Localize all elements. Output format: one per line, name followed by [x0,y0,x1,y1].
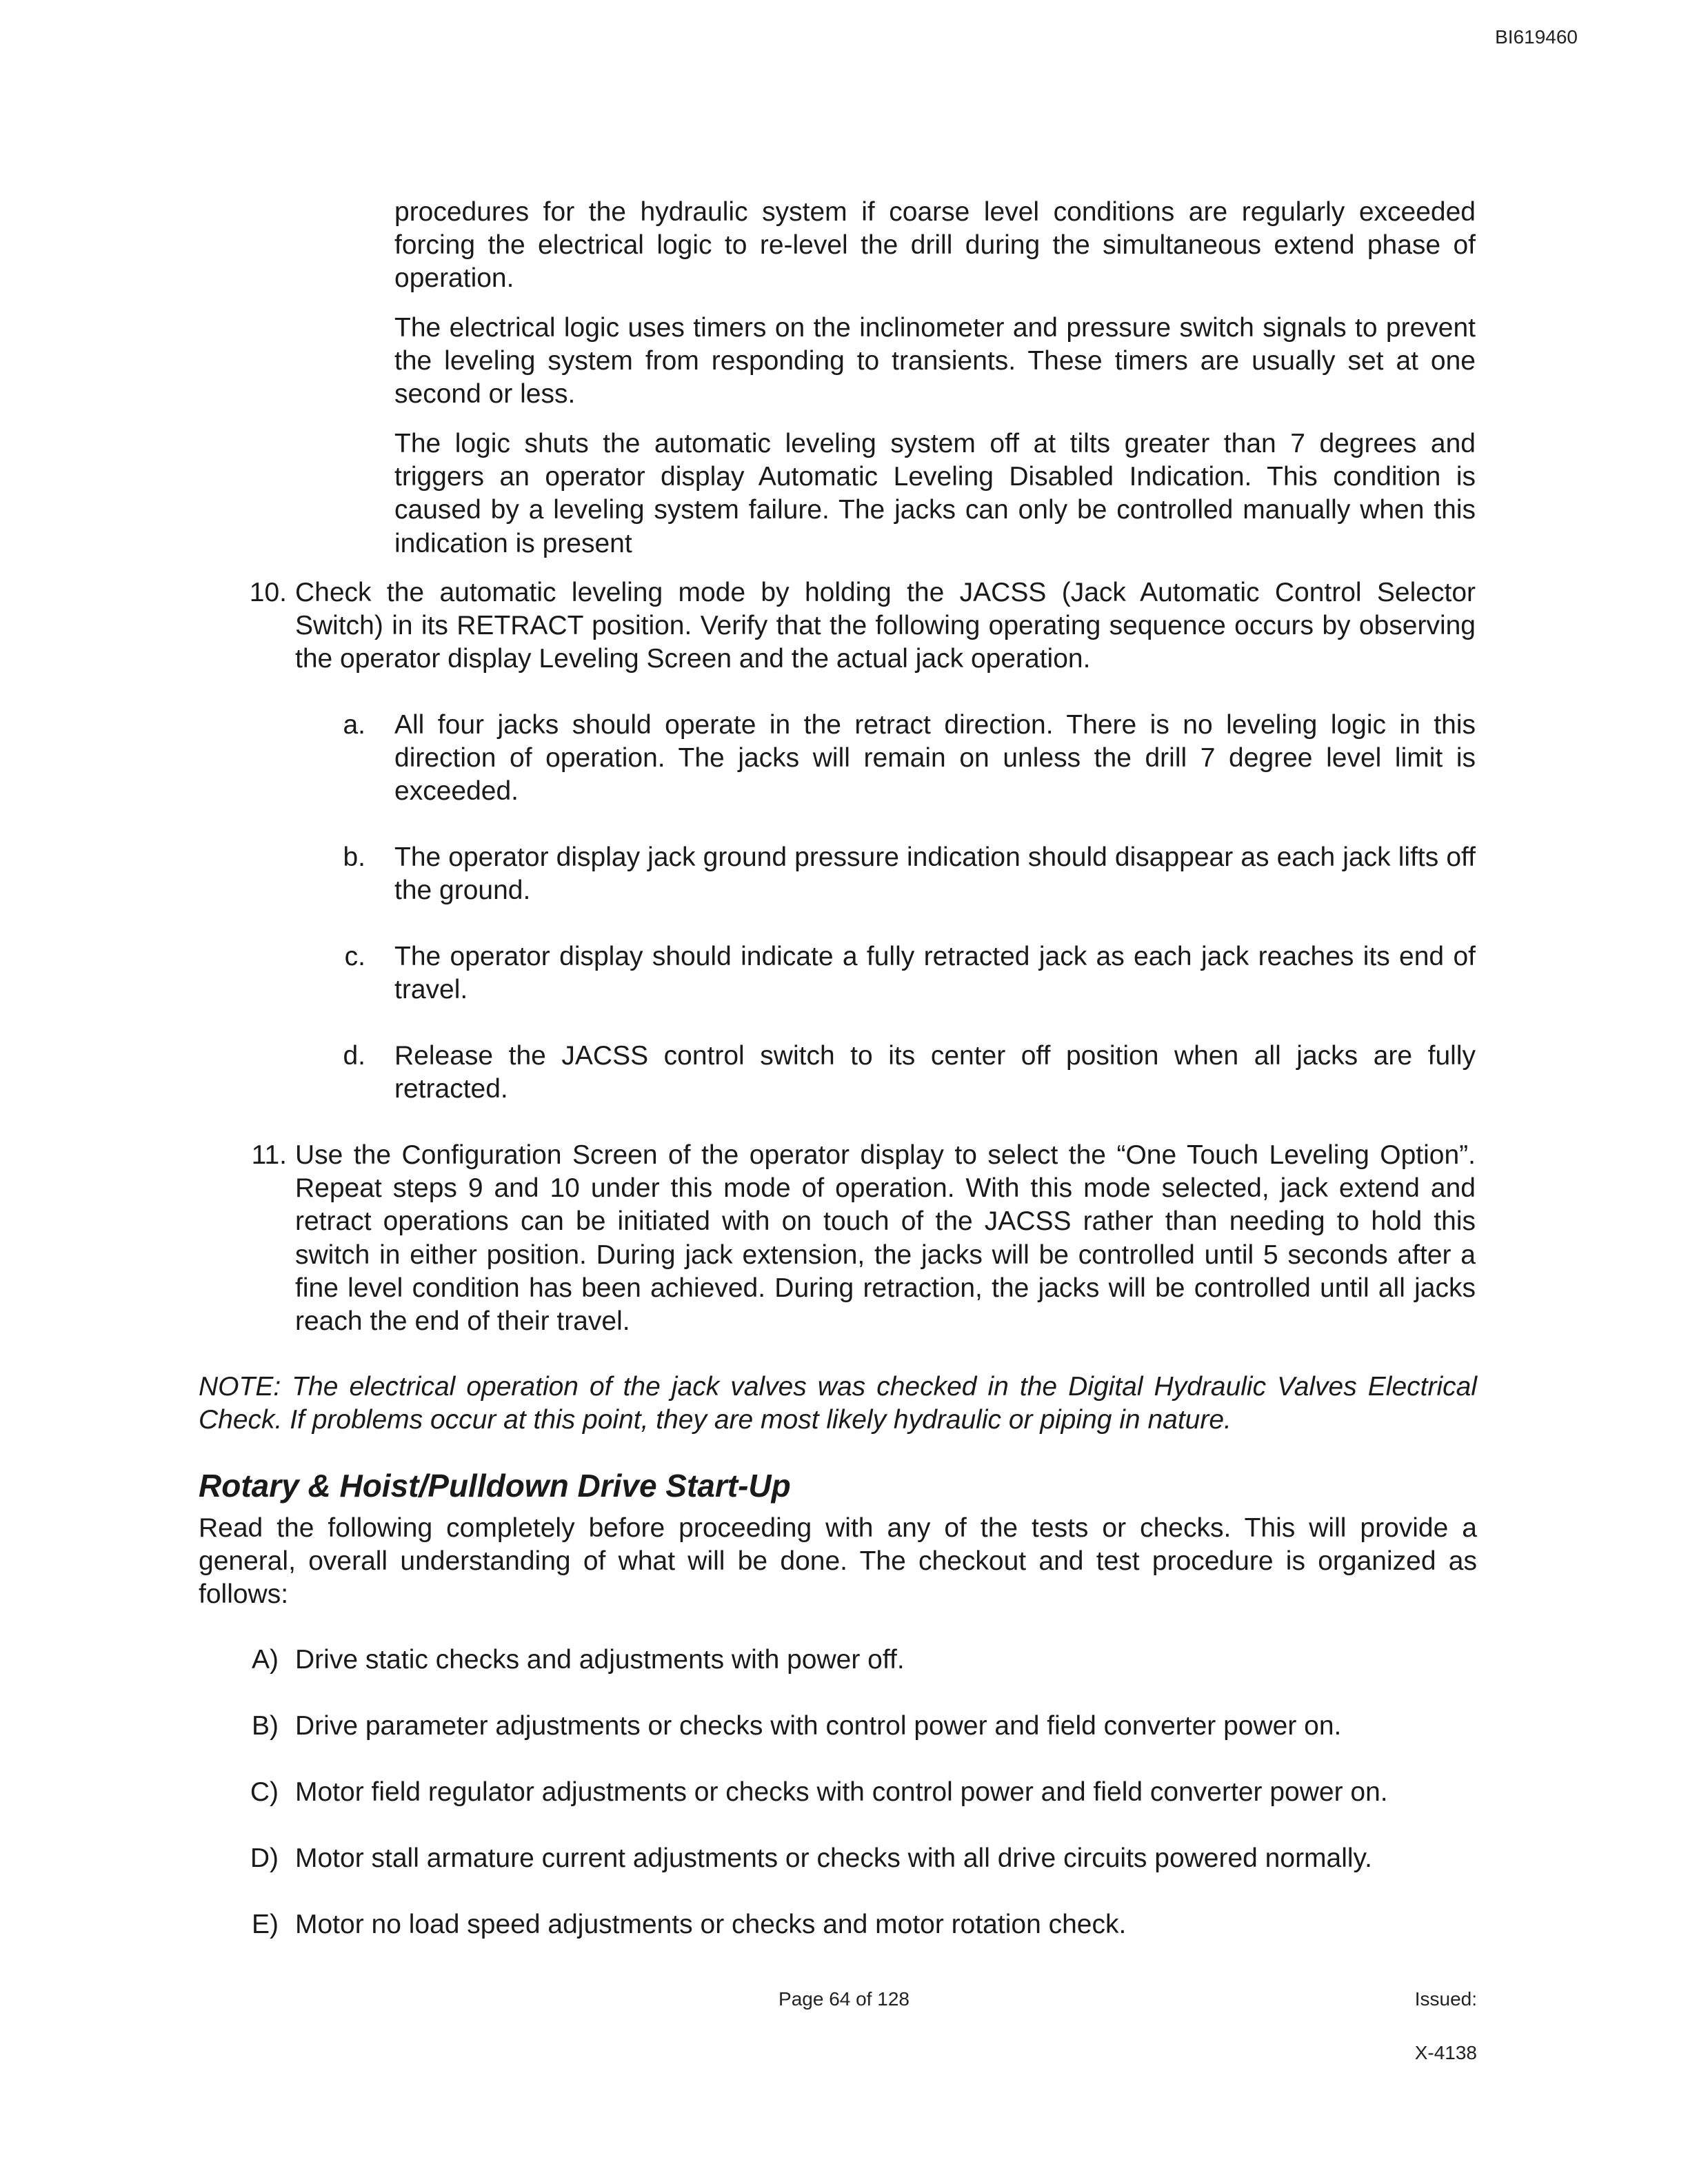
substep-letter: d. [343,1041,365,1071]
note: NOTE: The electrical operation of the jack valves was checked in the Digital Hydraulic Valves Electrical Check. If problems occur at this point, they are most likely hydraulic or piping in nature. [199,1372,1477,1435]
paragraph-hydraulic-procedures: procedures for the hydraulic system if coarse level conditions are regularly exceeded forcing the electrical logic to re-level the drill during the simultaneous extend phase of operation. [394,197,1476,294]
step-text: Use the Configuration Screen of the operator display to select the “One Touch Leveling Option”. Repeat steps 9 and 10 under this mode of operation. With this mode selected, jack extend and retract operations can be initiated with on touch of the JACSS rather than needing to hold this switch in either position. During jack extension, the jacks will be controlled until 5 seconds after a fine level condition has been achieved. During retraction, the jacks will be controlled until all jacks reach the end of their travel. [295,1140,1476,1337]
substep-letter: c. [344,942,365,971]
list-item-text: Drive parameter adjustments or checks with control power and field converter power on. [295,1711,1342,1741]
section-intro: Read the following completely before proceeding with any of the tests or checks. This will provide a general, overall understanding of what will be done. The checkout and test procedure is organized as follows: [199,1513,1477,1610]
substep-text: The operator display should indicate a fully retracted jack as each jack reaches its end of travel. [394,942,1476,1005]
document-code: X-4138 [1414,2042,1477,2063]
step-text: Check the automatic leveling mode by holding the JACSS (Jack Automatic Control Selector Switch) in its RETRACT position. Verify that the following operating sequence occurs by observing the operator display Leveling Screen and the actual jack operation. [295,578,1476,674]
list-item-letter: E) [252,1910,279,1939]
substep-letter: b. [343,842,365,872]
list-item-text: Motor field regulator adjustments or checks with control power and field converter power on. [295,1777,1388,1807]
issued-label: Issued: [1414,1988,1477,2010]
list-item-text: Drive static checks and adjustments with power off. [295,1645,905,1675]
substep-text: Release the JACSS control switch to its center off position when all jacks are fully retracted. [394,1041,1476,1104]
substep-letter: a. [343,710,365,740]
list-item-text: Motor no load speed adjustments or checks and motor rotation check. [295,1910,1127,1939]
section-heading: Rotary & Hoist/Pulldown Drive Start-Up [199,1468,791,1504]
list-item-letter: C) [250,1777,279,1807]
document-id: BI619460 [1495,26,1578,48]
list-item-letter: A) [252,1645,279,1675]
paragraph-timers: The electrical logic uses timers on the inclinometer and pressure switch signals to prevent the leveling system from responding to transients. These timers are usually set at one second or less. [394,313,1476,410]
paragraph-logic-shutoff: The logic shuts the automatic leveling system off at tilts greater than 7 degrees and triggers an operator display Automatic Leveling Disabled Indication. This condition is caused by a leveling system failure. The jacks can only be controlled manually when this indication is present [394,429,1476,558]
substep-text: The operator display jack ground pressure indication should disappear as each jack lifts off the ground. [394,842,1476,906]
list-item-letter: D) [250,1843,279,1873]
step-number: 11. [251,1140,287,1170]
step-number: 10. [249,578,287,607]
substep-text: All four jacks should operate in the retract direction. There is no leveling logic in this direction of operation. The jacks will remain on unless the drill 7 degree level limit is exceeded. [394,710,1476,807]
list-item-text: Motor stall armature current adjustments or checks with all drive circuits powered normally. [295,1843,1372,1873]
list-item-letter: B) [252,1711,279,1741]
page-number: Page 64 of 128 [778,1988,910,2010]
